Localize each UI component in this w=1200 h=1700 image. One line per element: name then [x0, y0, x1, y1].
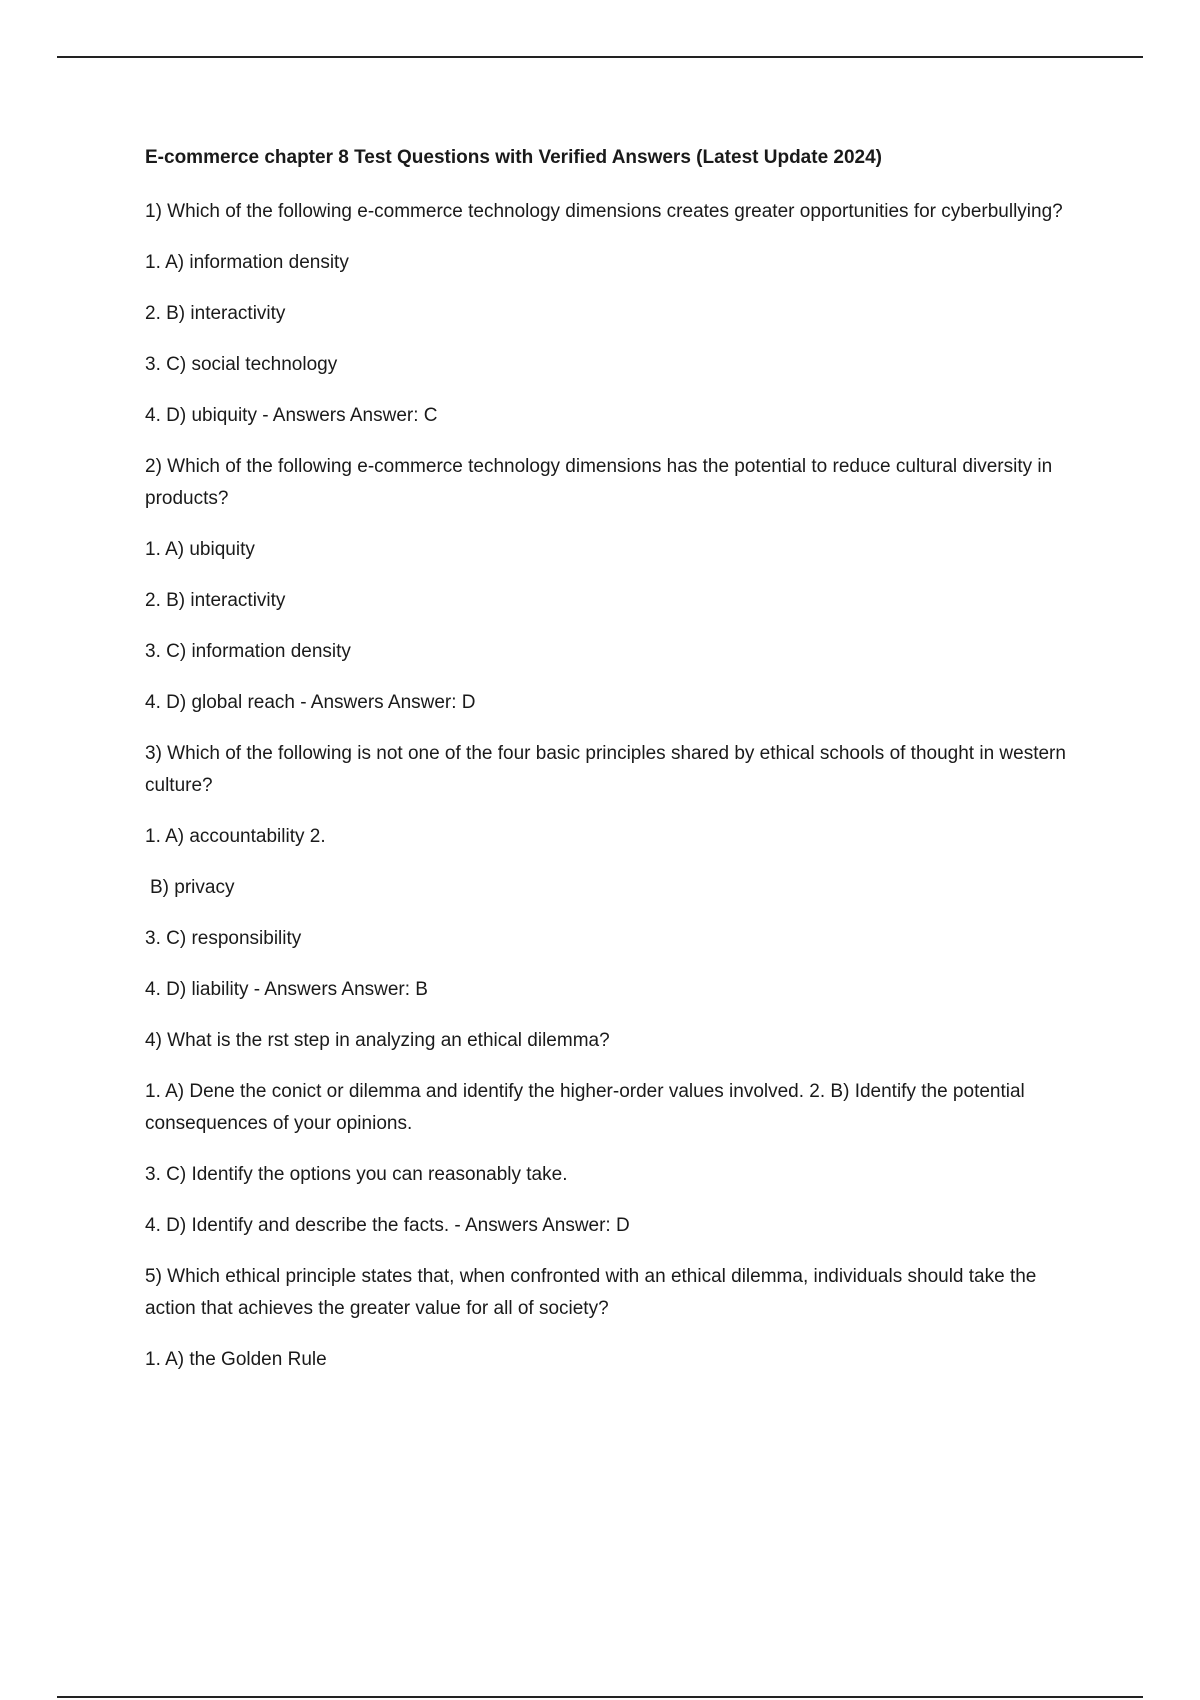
question-1: 1) Which of the following e-commerce technology dimensions creates greater opportunities for cyberbullying? [145, 201, 1063, 222]
question-3: 3) Which of the following is not one of the four basic principles shared by ethical schools of thought in western culture? [145, 743, 1066, 796]
option-4a-4b: 1. A) Dene the conict or dilemma and identify the higher-order values involved. 2. B) Identify the potential consequences of your opinions. [145, 1081, 1025, 1134]
document-title: E-commerce chapter 8 Test Questions with Verified Answers (Latest Update 2024) [145, 147, 883, 168]
question-4: 4) What is the rst step in analyzing an ethical dilemma? [145, 1030, 610, 1051]
bottom-rule [57, 1696, 1143, 1698]
option-4d-answer: 4. D) Identify and describe the facts. - Answers Answer: D [145, 1215, 630, 1236]
document-body [145, 142, 1085, 1395]
top-rule [57, 56, 1143, 58]
option-1c: 3. C) social technology [145, 354, 338, 375]
option-1a: 1. A) information density [145, 252, 349, 273]
option-1b: 2. B) interactivity [145, 303, 286, 324]
option-3c: 3. C) responsibility [145, 928, 302, 949]
option-3d-answer: 4. D) liability - Answers Answer: B [145, 979, 428, 1000]
option-3a: 1. A) accountability 2. [145, 826, 326, 847]
option-4c: 3. C) Identify the options you can reasonably take. [145, 1164, 568, 1185]
question-2: 2) Which of the following e-commerce technology dimensions has the potential to reduce cultural diversity in products? [145, 456, 1053, 509]
option-2d-answer: 4. D) global reach - Answers Answer: D [145, 692, 476, 713]
option-5a: 1. A) the Golden Rule [145, 1349, 327, 1370]
option-2c: 3. C) information density [145, 641, 351, 662]
question-5: 5) Which ethical principle states that, when confronted with an ethical dilemma, individuals should take the action that achieves the greater value for all of society? [145, 1266, 1037, 1319]
option-2b: 2. B) interactivity [145, 590, 286, 611]
option-2a: 1. A) ubiquity [145, 539, 255, 560]
option-1d-answer: 4. D) ubiquity - Answers Answer: C [145, 405, 438, 426]
option-3b: B) privacy [150, 877, 235, 898]
